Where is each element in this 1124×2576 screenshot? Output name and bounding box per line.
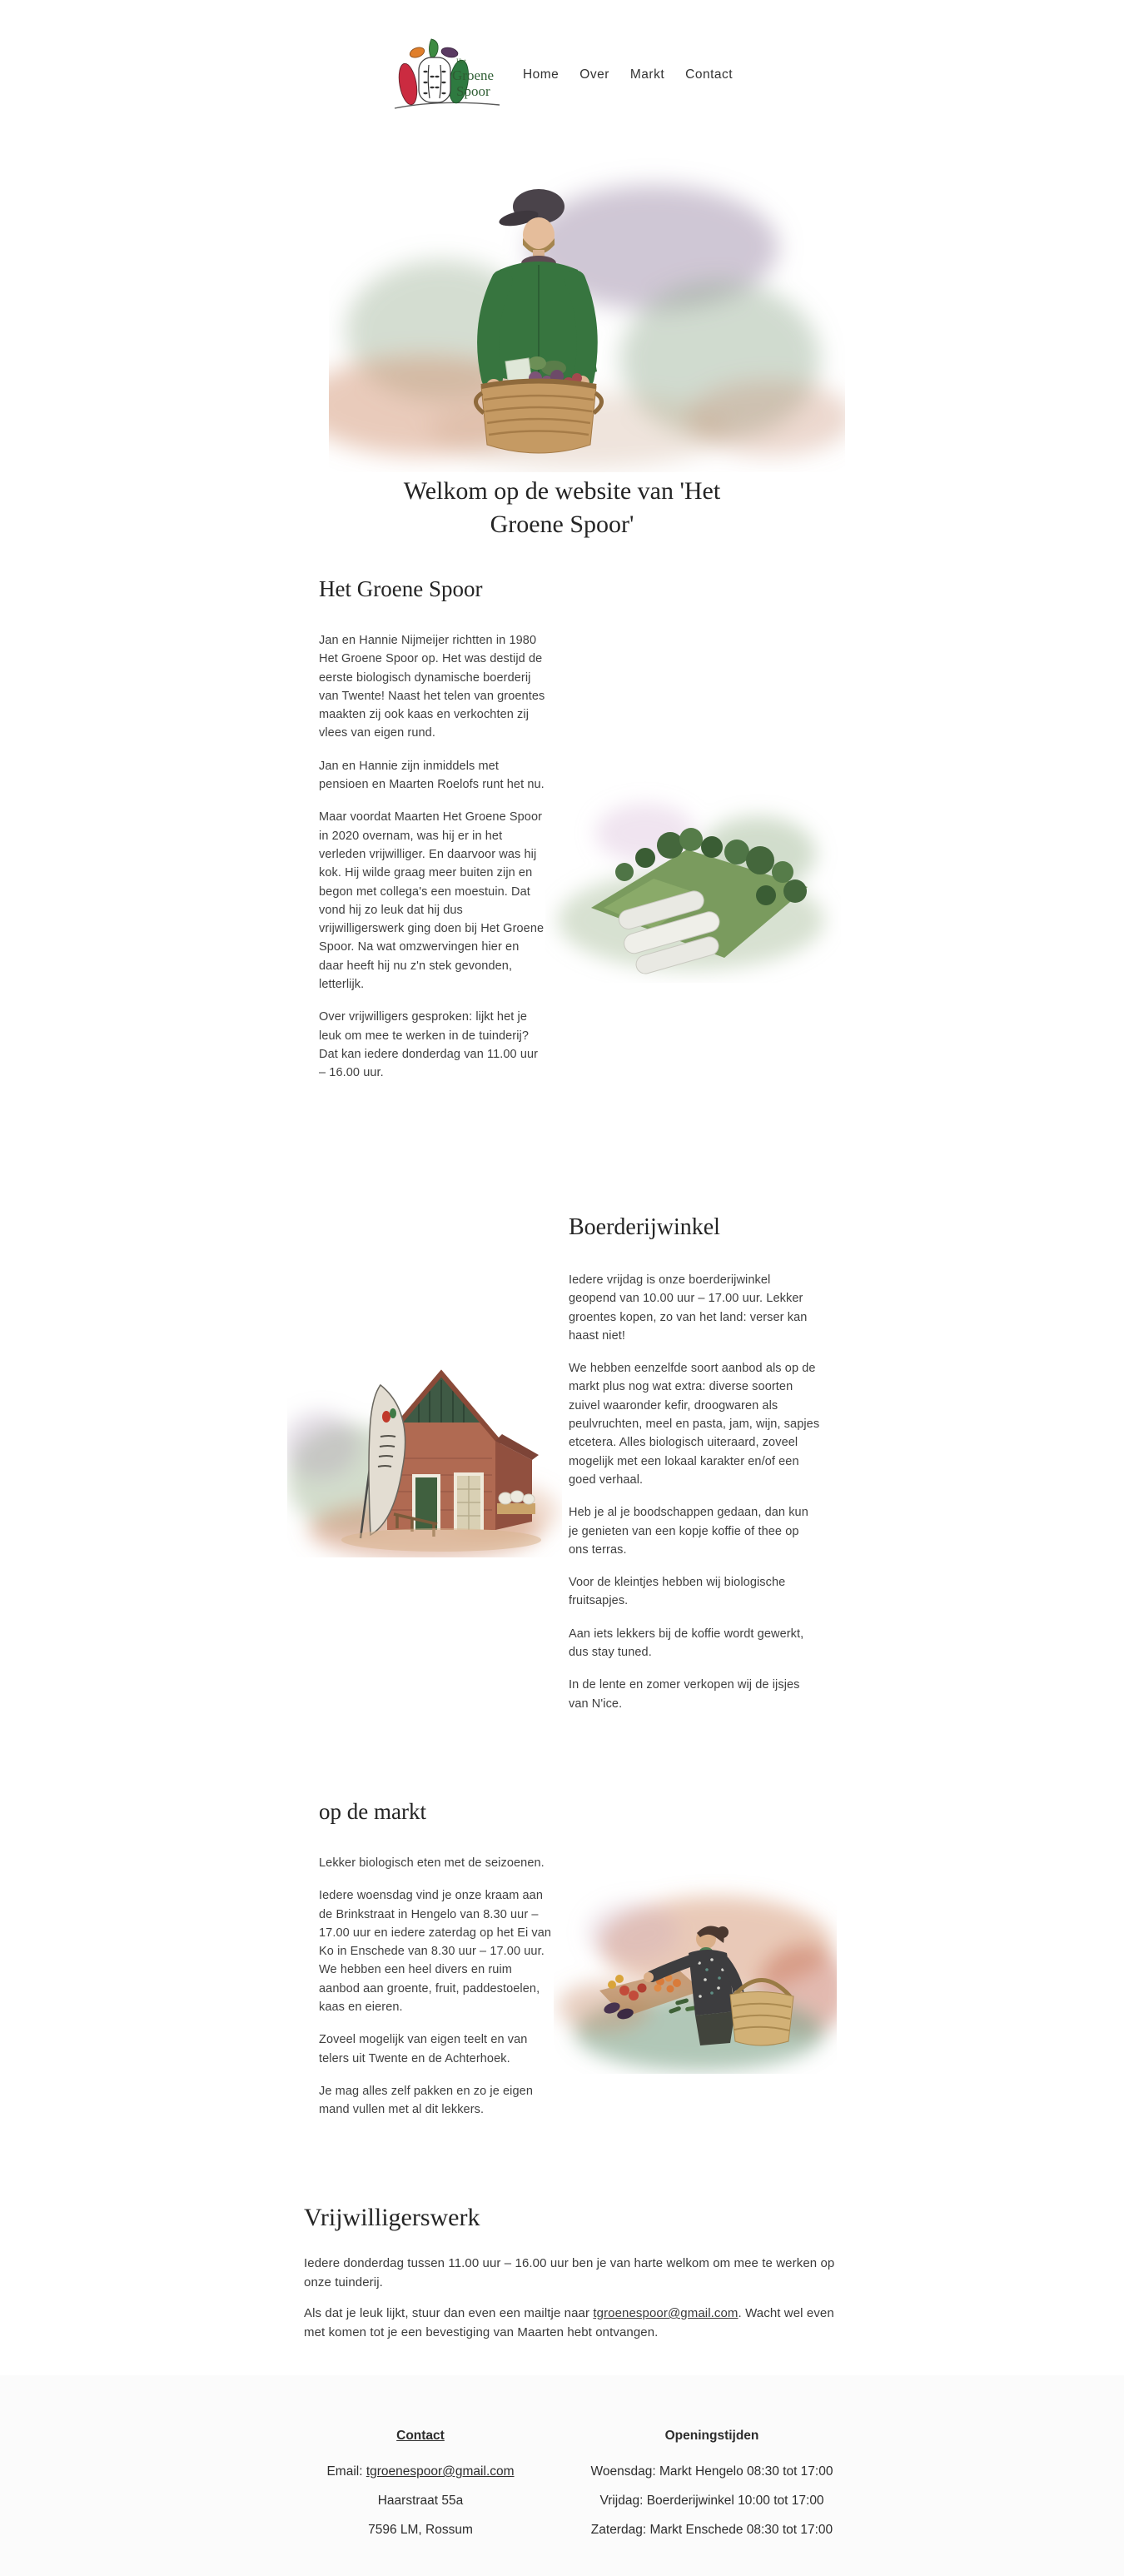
- market-paragraph: Zoveel mogelijk van eigen teelt en van telers uit Twente en de Achterhoek.: [319, 2033, 528, 2065]
- volunteer-email-link[interactable]: tgroenespoor@gmail.com: [593, 2306, 739, 2320]
- logo-word-het: Het: [455, 57, 466, 65]
- shop-paragraph: Heb je al je boodschappen gedaan, dan kun je genieten van een kopje koffie of thee op ons terras.: [569, 1506, 808, 1557]
- about-paragraph: Jan en Hannie zijn inmiddels met pensioen en Maarten Roelofs runt het nu.: [319, 759, 545, 792]
- shop-paragraph: Aan iets lekkers bij de koffie wordt gewerkt, dus stay tuned.: [569, 1627, 804, 1660]
- footer-email-link[interactable]: tgroenespoor@gmail.com: [366, 2464, 515, 2479]
- shop-paragraph: In de lente en zomer verkopen wij de ijsjes van N'ice.: [569, 1678, 800, 1711]
- farm-aerial-illustration: [545, 762, 841, 987]
- volunteer-text: [304, 2254, 849, 2354]
- nav-home[interactable]: Home: [522, 67, 560, 82]
- logo-peppers-icon: [391, 36, 503, 114]
- about-text: [319, 631, 545, 1097]
- site-header: [0, 0, 1124, 150]
- nav-contact[interactable]: Contact: [685, 67, 734, 82]
- logo-word-spoor: Spoor: [455, 83, 490, 99]
- shop-paragraph: Iedere vrijdag is onze boerderijwinkel geopend van 10.00 uur – 17.00 uur. Lekker groentes kopen, zo van het land: verser kan haast niet!: [569, 1273, 808, 1343]
- market-heading: op de markt: [319, 1799, 426, 1824]
- contact-address-street: Haarstraat 55a: [377, 2494, 464, 2508]
- market-paragraph: Je mag alles zelf pakken en zo je eigen mand vullen met al dit lekkers.: [319, 2084, 533, 2117]
- market-paragraph: Iedere woensdag vind je onze kraam aan de Brinkstraat in Hengelo van 8.30 uur – 17.00 uur en iedere zaterdag op het Ei van Ko in Enschede van 8.30 uur – 17.00 uur. We hebben een heel divers en ruim aanbod aan groente, fruit, paddestoelen, kaas en eieren.: [319, 1889, 552, 2015]
- about-paragraph: Over vrijwilligers gesproken: lijkt het je leuk om mee te werken in de tuinderij? Dat kan iedere donderdag van 11.00 uur – 16.00 uur.: [319, 1010, 539, 1080]
- market-stall-illustration: [554, 1853, 837, 2078]
- market-paragraph: Lekker biologisch eten met de seizoenen.: [319, 1856, 545, 1870]
- about-paragraph: Jan en Hannie Nijmeijer richtten in 1980 Het Groene Spoor op. Het was destijd de eerste biologisch dynamische boerderij van Twente! Naast het telen van groentes maakten zij ook kaas en verkochten zij vlees van eigen rund.: [319, 634, 545, 740]
- hours-line: Vrijdag: Boerderijwinkel 10:00 tot 17:00: [599, 2494, 824, 2508]
- volunteer-paragraph: Als dat je leuk lijkt, stuur dan even een mailtje naar tgroenespoor@gmail.com. Wacht wel even met komen tot je een bevestiging van Maarten hebt ontvangen.: [304, 2306, 834, 2339]
- contact-heading: Contact: [396, 2429, 445, 2443]
- about-heading: Het Groene Spoor: [319, 576, 483, 601]
- site-footer: [0, 2375, 1124, 2576]
- page-title: Welkom op de website van 'Het Groene Spoor': [403, 477, 721, 538]
- site-logo[interactable]: [391, 36, 503, 114]
- about-paragraph: Maar voordat Maarten Het Groene Spoor in 2020 overnam, was hij er in het verleden vrijwilliger. En daarvoor was hij kok. Hij wilde graag meer buiten zijn en begon met collega's een moestuin. Dat vond hij zo leuk dat hij dus vrijwilligerswerk ging doen bij Het Groene Spoor. Na wat omzwervingen hier en daar heeft hij nu z'n stek gevonden, letterlijk.: [319, 810, 545, 992]
- contact-address-city: 7596 LM, Rossum: [368, 2523, 473, 2537]
- volunteer-heading: Vrijwilligerswerk: [304, 2204, 480, 2231]
- shop-paragraph: Voor de kleintjes hebben wij biologische fruitsapjes.: [569, 1576, 786, 1608]
- footer-contact-column: [275, 2429, 566, 2551]
- hero-illustration-man-with-basket: [329, 152, 845, 476]
- volunteer-paragraph: Iedere donderdag tussen 11.00 uur – 16.00 uur ben je van harte welkom om mee te werken op onze tuinderij.: [304, 2256, 835, 2290]
- nav-over[interactable]: Over: [579, 67, 609, 82]
- footer-hours-column: [566, 2429, 858, 2551]
- shop-paragraph: We hebben eenzelfde soort aanbod als op de markt plus nog wat extra: diverse soorten zuivel waaronder kefir, droogwaren als peulvruchten, meel en pasta, jam, wijn, sapjes etcetera. Alles biologisch uiteraard, zoveel mogelijk met een lokaal karakter en/of een goed verhaal.: [569, 1362, 820, 1487]
- logo-word-groene: Groene: [451, 67, 494, 83]
- hours-line: Zaterdag: Markt Enschede 08:30 tot 17:00: [590, 2523, 833, 2537]
- shop-text: [569, 1271, 820, 1727]
- nav-markt[interactable]: Markt: [629, 67, 665, 82]
- shop-heading: Boerderijwinkel: [569, 1214, 720, 1240]
- market-text: [319, 1854, 554, 2134]
- hours-heading: Openingstijden: [664, 2429, 759, 2443]
- main-nav: [523, 67, 733, 82]
- hours-line: Woensdag: Markt Hengelo 08:30 tot 17:00: [590, 2464, 833, 2479]
- farm-shop-illustration: [287, 1312, 562, 1562]
- contact-email-line: Email: tgroenespoor@gmail.com: [326, 2464, 515, 2479]
